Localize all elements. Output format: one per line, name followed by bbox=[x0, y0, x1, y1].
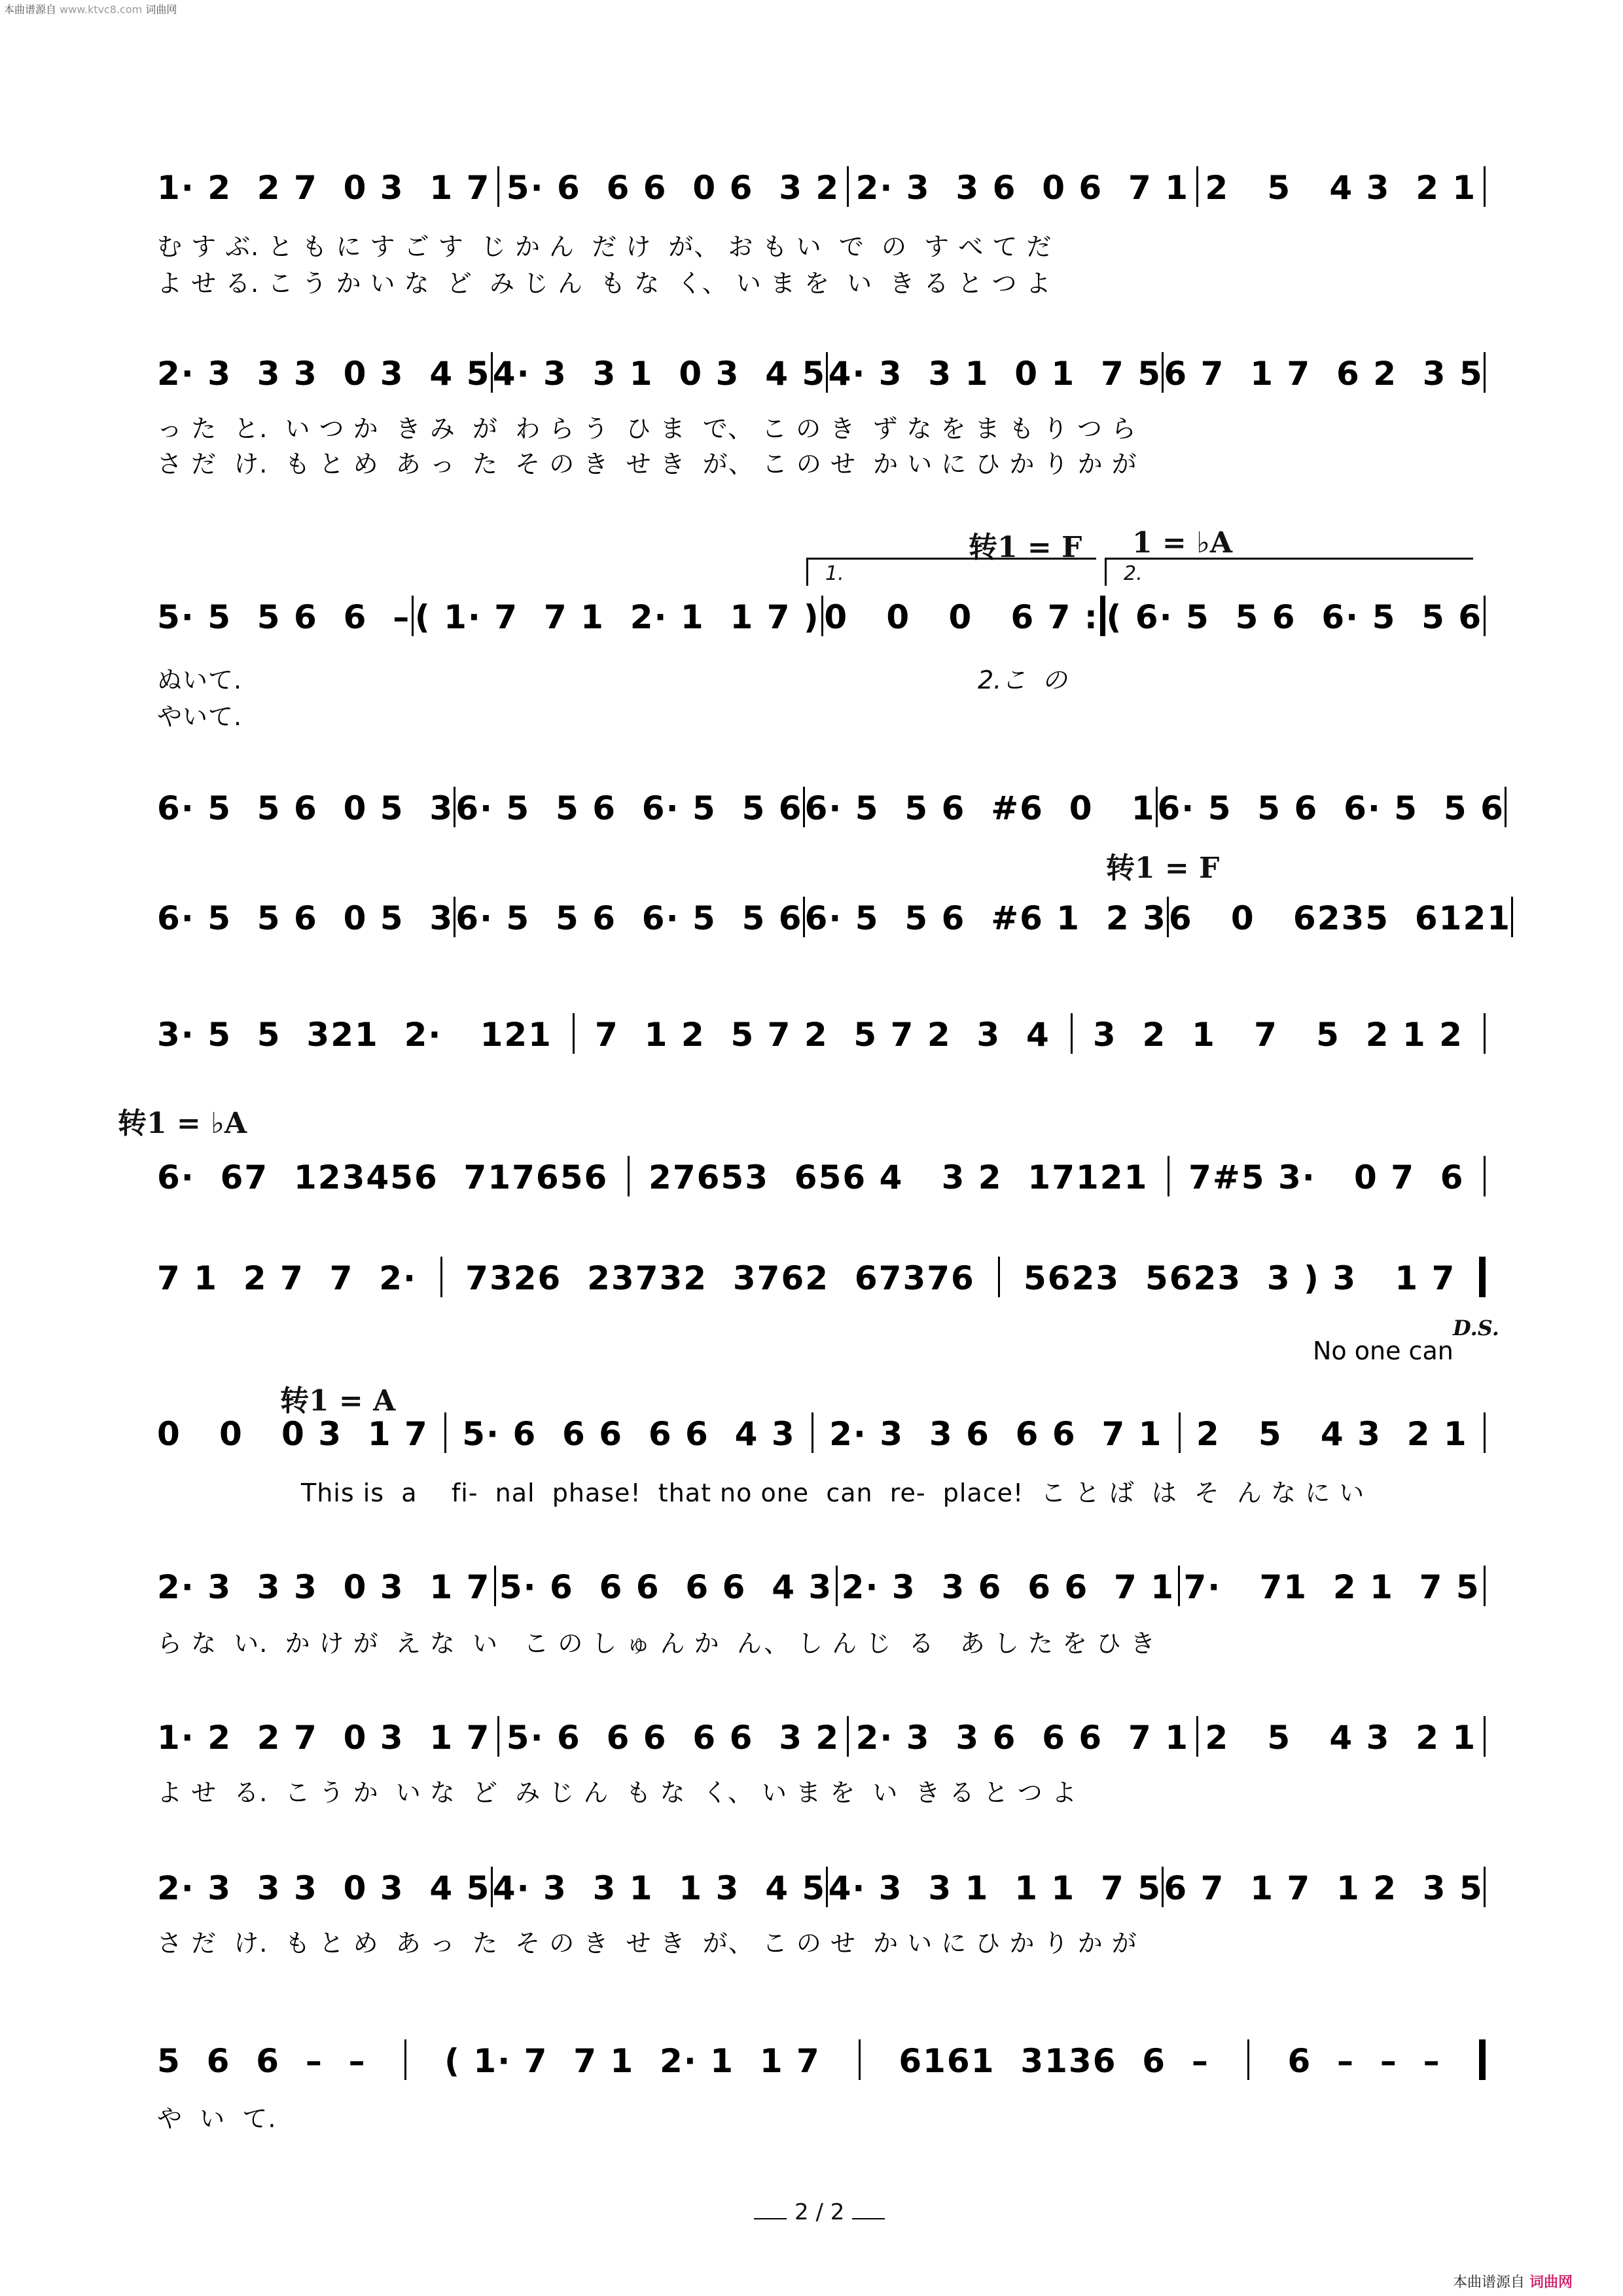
measure: ( 1· 7 7 1 2· 1 1 7 bbox=[444, 2042, 821, 2080]
measure: 6· 67 123456 717656 bbox=[157, 1158, 609, 1196]
barline bbox=[1484, 1013, 1486, 1054]
repeat-barline bbox=[1100, 596, 1105, 636]
measure: 2· 3 3 3 0 3 1 7 bbox=[157, 1568, 491, 1606]
barline bbox=[1484, 1156, 1486, 1196]
measure: 2· 3 3 6 0 6 7 1 bbox=[855, 169, 1189, 207]
barline bbox=[404, 2039, 406, 2080]
lyric-line bbox=[157, 1923, 1486, 1959]
barline bbox=[1484, 1566, 1486, 1606]
barline bbox=[440, 1257, 442, 1297]
measure-row bbox=[157, 899, 1512, 945]
barline bbox=[497, 1716, 499, 1757]
lyric-text: ぬいて. bbox=[157, 666, 243, 694]
measure-row bbox=[157, 1568, 1486, 1614]
barline bbox=[1511, 897, 1513, 937]
measure: 2· 3 3 3 0 3 4 5 bbox=[157, 355, 491, 393]
barline bbox=[812, 1412, 813, 1453]
measure: 3 2 1 7 5 2 1 2 bbox=[1092, 1016, 1463, 1054]
lyric-line bbox=[157, 226, 1486, 262]
measure: 7· 71 2 1 7 5 bbox=[1183, 1568, 1480, 1606]
measure-row bbox=[157, 1158, 1486, 1204]
measure-row bbox=[157, 2042, 1486, 2088]
barline bbox=[1179, 1412, 1181, 1453]
lyric-line bbox=[157, 408, 1486, 444]
lyric-text: よ せ る. こ う か い な ど み じ ん も な く、 い ま を い き る と つ よ bbox=[157, 269, 1052, 298]
lyric-text: やいて. bbox=[157, 702, 243, 731]
barline bbox=[497, 166, 499, 207]
lyric-line bbox=[157, 696, 1486, 732]
measure-row bbox=[157, 598, 1486, 644]
measure: ( 1· 7 7 1 2· 1 1 7 ) bbox=[414, 598, 820, 636]
measure: 2 5 4 3 2 1 bbox=[1196, 1415, 1468, 1453]
measure: 6· 5 5 6 0 5 3 bbox=[157, 899, 454, 937]
barline bbox=[1168, 1156, 1169, 1196]
lyric-text: This is a fi- nal phase! that no one can re- place! こ と ば は そ ん な に い bbox=[301, 1479, 1365, 1507]
lyric-extra: 2.こ の bbox=[978, 666, 1067, 694]
measure: 1· 2 2 7 0 3 1 7 bbox=[157, 169, 491, 207]
volta-label: 1. bbox=[825, 562, 844, 585]
barline bbox=[847, 1716, 849, 1757]
barline bbox=[1247, 2039, 1249, 2080]
measure: 2· 3 3 6 6 6 7 1 bbox=[841, 1568, 1175, 1606]
lyric-line bbox=[157, 1772, 1486, 1808]
lyric-line bbox=[301, 1473, 1486, 1509]
barline bbox=[628, 1156, 630, 1196]
measure: 7326 23732 3762 67376 bbox=[465, 1259, 975, 1297]
lyric-text: さ だ け. も と め あ っ た そ の き せ き が、 こ の せ か い に ひ か り か が bbox=[157, 450, 1137, 478]
measure: 0 0 0 3 1 7 bbox=[157, 1415, 429, 1453]
volta-bracket-2 bbox=[1105, 558, 1473, 586]
key-change-mark: 转1 = F bbox=[969, 531, 1082, 564]
barline bbox=[1178, 1566, 1180, 1606]
measure: 5· 6 6 6 0 6 3 2 bbox=[506, 169, 840, 207]
measure: 6161 3136 6 – bbox=[899, 2042, 1209, 2080]
lyric-line bbox=[157, 263, 1486, 299]
barline bbox=[836, 1566, 838, 1606]
measure: ( 6· 5 5 6 6· 5 5 6 bbox=[1106, 598, 1483, 636]
measure: 6 0 6235 6121 bbox=[1168, 899, 1512, 937]
double-barline bbox=[1479, 1257, 1486, 1297]
lyric-text: や い て. bbox=[157, 2104, 277, 2133]
measure: 27653 656 4 3 2 17121 bbox=[649, 1158, 1149, 1196]
page-footer bbox=[1453, 2271, 1573, 2291]
footer-site: 本曲谱源自 bbox=[1453, 2274, 1525, 2291]
measure: 5· 6 6 6 6 6 4 3 bbox=[462, 1415, 796, 1453]
barline bbox=[1071, 1013, 1073, 1054]
lyric-text: ら な い. か け が え な い こ の し ゅ ん か ん、 し ん じ る あ し た を ひ き bbox=[157, 1629, 1156, 1658]
measure-row bbox=[157, 1719, 1486, 1765]
barline bbox=[1196, 166, 1198, 207]
measure: 5· 6 6 6 6 6 3 2 bbox=[506, 1719, 840, 1757]
measure: 6· 5 5 6 6· 5 5 6 bbox=[455, 789, 803, 827]
measure: 5 6 6 – – bbox=[157, 2042, 366, 2080]
measure: 5· 5 5 6 6 – bbox=[157, 598, 411, 636]
key-change-mark: 转1 = ♭A bbox=[118, 1107, 247, 1140]
page-header bbox=[4, 1, 177, 16]
header-site: 本曲谱源自 bbox=[4, 3, 57, 16]
lyric-text: む す ぶ. と も に す ご す じ か ん だ け が、 お も い で の す べ て だ bbox=[157, 232, 1052, 261]
measure-row bbox=[157, 1415, 1486, 1461]
measure-row bbox=[157, 169, 1486, 215]
measure: 6 7 1 7 1 2 3 5 bbox=[1164, 1869, 1484, 1907]
barline bbox=[821, 596, 823, 636]
measure-row bbox=[157, 1259, 1486, 1305]
measure: 6· 5 5 6 #6 1 2 3 bbox=[804, 899, 1167, 937]
measure: 7#5 3· 0 7 6 bbox=[1188, 1158, 1465, 1196]
lyric-line bbox=[157, 660, 1486, 696]
lyric-text: っ た と. い つ か き み が わ ら う ひ ま で、 こ の き ず な を ま も り つ ら bbox=[157, 414, 1137, 443]
volta-bracket-1 bbox=[806, 558, 1096, 586]
measure: 6· 5 5 6 6· 5 5 6 bbox=[455, 899, 803, 937]
measure: 4· 3 3 1 1 3 4 5 bbox=[492, 1869, 827, 1907]
measure: 6 – – – bbox=[1287, 2042, 1441, 2080]
measure-row bbox=[157, 789, 1505, 835]
barline bbox=[859, 2039, 861, 2080]
barline bbox=[1484, 166, 1486, 207]
footer-brand: 词曲网 bbox=[1529, 2274, 1573, 2291]
measure: 2 5 4 3 2 1 bbox=[1205, 1719, 1477, 1757]
barline bbox=[998, 1257, 1000, 1297]
measure-row bbox=[157, 355, 1486, 401]
lyric-line bbox=[157, 1623, 1486, 1659]
page-number: 2 / 2 bbox=[746, 2199, 893, 2225]
barline bbox=[1484, 352, 1486, 393]
lyric-line bbox=[157, 444, 1486, 480]
header-url: www.ktvc8.com bbox=[60, 3, 143, 16]
measure: 2· 3 3 6 6 6 7 1 bbox=[829, 1415, 1163, 1453]
measure: 5623 5623 3 ) 3 1 7 bbox=[1023, 1259, 1456, 1297]
measure: 2· 3 3 3 0 3 4 5 bbox=[157, 1869, 491, 1907]
header-brand: 词曲网 bbox=[145, 3, 177, 16]
barline bbox=[412, 596, 414, 636]
measure: 4· 3 3 1 0 1 7 5 bbox=[828, 355, 1162, 393]
measure: 4· 3 3 1 1 1 7 5 bbox=[828, 1869, 1162, 1907]
measure: 7 1 2 7 7 2· bbox=[157, 1259, 417, 1297]
measure: 6 7 1 7 6 2 3 5 bbox=[1164, 355, 1484, 393]
measure: 6· 5 5 6 0 5 3 bbox=[157, 789, 454, 827]
barline bbox=[1484, 596, 1486, 636]
measure: 6· 5 5 6 #6 0 1 bbox=[804, 789, 1156, 827]
measure: 7 1 2 5 7 2 5 7 2 3 4 bbox=[595, 1016, 1050, 1054]
lyric-text: さ だ け. も と め あ っ た そ の き せ き が、 こ の せ か い に ひ か り か が bbox=[157, 1929, 1137, 1958]
lyric-line bbox=[157, 2098, 1486, 2134]
barline bbox=[444, 1412, 446, 1453]
key-change-mark: 1 = ♭A bbox=[1132, 526, 1233, 560]
measure-row bbox=[157, 1016, 1486, 1062]
measure: 2· 3 3 6 6 6 7 1 bbox=[855, 1719, 1189, 1757]
measure: 5· 6 6 6 6 6 4 3 bbox=[499, 1568, 833, 1606]
barline bbox=[847, 166, 849, 207]
measure: 6· 5 5 6 6· 5 5 6 bbox=[1157, 789, 1505, 827]
measure: 0 0 0 6 7 : bbox=[824, 598, 1099, 636]
final-barline bbox=[1479, 2039, 1486, 2080]
measure: 3· 5 5 321 2· 121 bbox=[157, 1016, 552, 1054]
key-change-mark: 转1 = F bbox=[1106, 852, 1220, 885]
measure: 4· 3 3 1 0 3 4 5 bbox=[492, 355, 827, 393]
barline bbox=[494, 1566, 496, 1606]
barline bbox=[573, 1013, 575, 1054]
barline bbox=[1484, 1716, 1486, 1757]
lyric-text: よ せ る. こ う か い な ど み じ ん も な く、 い ま を い き る と つ よ bbox=[157, 1778, 1077, 1807]
ds-mark: D.S. bbox=[1453, 1316, 1499, 1340]
measure: 2 5 4 3 2 1 bbox=[1205, 169, 1477, 207]
key-change-mark: 转1 = A bbox=[280, 1384, 396, 1418]
volta-label: 2. bbox=[1124, 562, 1143, 585]
barline bbox=[1196, 1716, 1198, 1757]
barline bbox=[1505, 787, 1507, 827]
measure: 1· 2 2 7 0 3 1 7 bbox=[157, 1719, 491, 1757]
measure-row bbox=[157, 1869, 1486, 1915]
lyric-extra: No one can bbox=[1313, 1336, 1454, 1365]
barline bbox=[1484, 1412, 1486, 1453]
barline bbox=[1484, 1867, 1486, 1907]
